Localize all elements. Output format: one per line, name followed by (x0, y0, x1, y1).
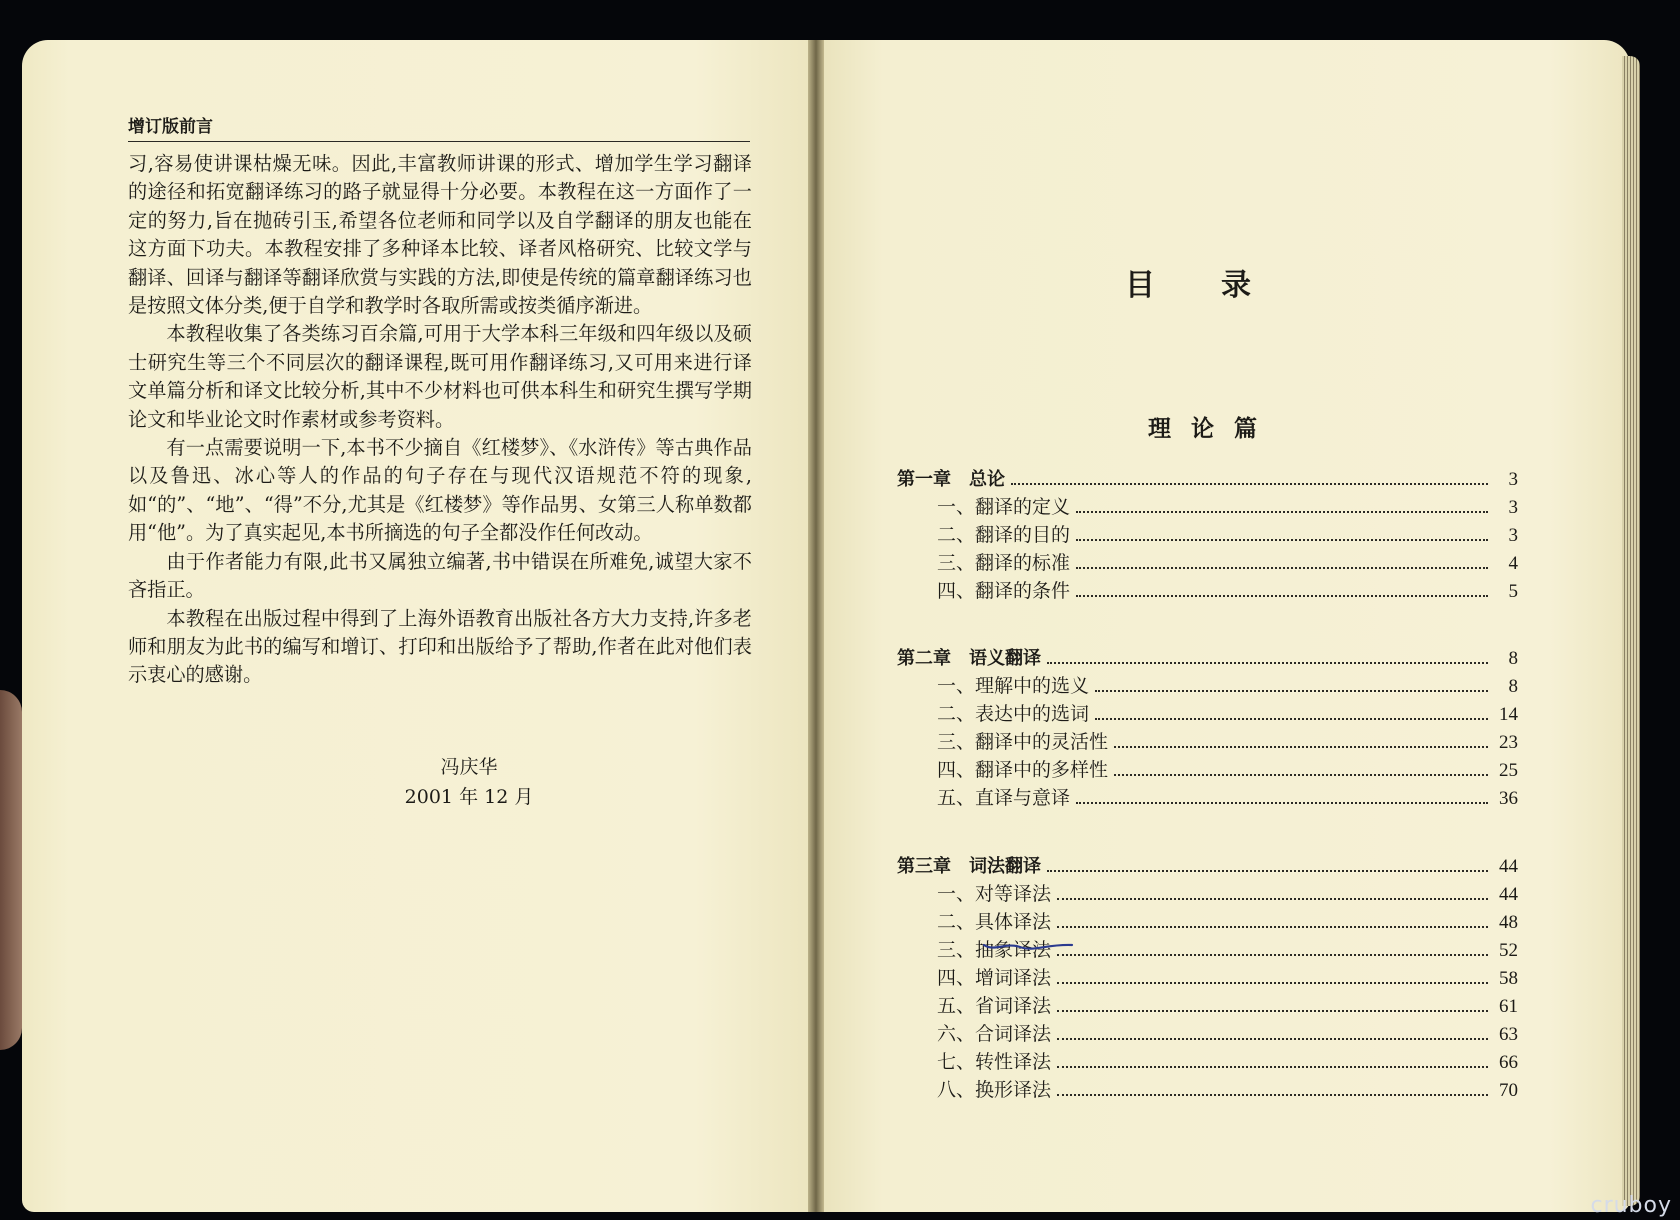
running-head: 增订版前言 (128, 112, 750, 142)
part-title: 理论篇 (1148, 416, 1277, 442)
toc-leader-dots (1011, 483, 1488, 485)
toc-entry-label: 四、翻译中的多样性 (937, 759, 1109, 781)
toc-entry-label: 三、翻译的标准 (937, 552, 1071, 574)
toc-page-number: 36 (1499, 788, 1518, 809)
toc-section-row (897, 782, 1518, 810)
toc-leader-dots (1095, 690, 1488, 692)
toc-section-row (897, 670, 1518, 698)
toc-page-number: 3 (1508, 469, 1518, 490)
toc-title: 目录 (1125, 268, 1317, 303)
page-edges (1622, 56, 1640, 1206)
toc-section-row (897, 1018, 1518, 1046)
toc-section-row (897, 990, 1518, 1018)
toc-page-number: 44 (1499, 856, 1518, 877)
toc-leader-dots (1076, 567, 1488, 569)
toc-entry-label: 四、增词译法 (937, 967, 1052, 989)
toc-leader-dots (1076, 595, 1488, 597)
toc-section-row (897, 726, 1518, 754)
toc-page-number: 23 (1499, 732, 1518, 753)
toc-section-row (897, 519, 1518, 547)
toc-leader-dots (1057, 954, 1488, 956)
toc-page-number: 52 (1499, 940, 1518, 961)
toc-page-number: 8 (1508, 676, 1518, 697)
toc-chapter-row (897, 642, 1518, 670)
toc-leader-dots (1047, 662, 1488, 664)
toc-leader-dots (1076, 511, 1488, 513)
toc-page-number: 44 (1499, 884, 1518, 905)
toc-entry-label: 八、换形译法 (937, 1079, 1052, 1101)
preface-paragraph: 本教程收集了各类练习百余篇,可用于大学本科三年级和四年级以及硕士研究生等三个不同层次的翻译课程,既可用作翻译练习,又可用来进行译文单篇分析和译文比较分析,其中不少材料也可供本科生和研究生撰写学期论文和毕业论文时作素材或参考资料。 (128, 322, 752, 431)
preface-body (128, 150, 752, 690)
toc-chapter-row (897, 463, 1518, 491)
watermark: cruboy (1590, 1193, 1672, 1218)
toc-page-number: 63 (1499, 1024, 1518, 1045)
toc-entry-label: 二、翻译的目的 (937, 524, 1071, 546)
toc-page-number: 14 (1499, 704, 1518, 725)
toc-leader-dots (1057, 982, 1488, 984)
preface-paragraph: 本教程在出版过程中得到了上海外语教育出版社各方大力支持,许多老师和朋友为此书的编写和增订、打印和出版给予了帮助,作者在此对他们表示衷心的感谢。 (128, 606, 752, 687)
preface-paragraph: 习,容易使讲课枯燥无味。因此,丰富教师讲课的形式、增加学生学习翻译的途径和拓宽翻译练习的路子就显得十分必要。本教程在这一方面作了一定的努力,旨在抛砖引玉,希望各位老师和同学以及自学翻译的朋友也能在这方面下功夫。本教程安排了多种译本比较、译者风格研究、比较文学与翻译、回译与翻译等翻译欣赏与实践的方法,即使是传统的篇章翻译练习也是按照文体分类,便于自学和教学时各取所需或按类循序渐进。 (128, 152, 752, 318)
book-gutter (808, 40, 824, 1212)
toc-entry-label: 二、具体译法 (937, 911, 1052, 933)
toc-entry-label: 六、合词译法 (937, 1023, 1052, 1045)
toc-entry-label: 第三章 词法翻译 (897, 856, 1041, 877)
toc-section-row (897, 962, 1518, 990)
toc-page-number: 58 (1499, 968, 1518, 989)
toc-entry-label: 第一章 总论 (897, 469, 1005, 490)
preface-date: 2001 年 12 月 (404, 786, 534, 808)
toc-leader-dots (1057, 898, 1488, 900)
toc-leader-dots (1057, 926, 1488, 928)
toc-entry-label: 一、对等译法 (937, 883, 1052, 905)
toc-leader-dots (1057, 1094, 1488, 1096)
toc-page-number: 70 (1499, 1080, 1518, 1101)
toc-section-row (897, 754, 1518, 782)
toc-entry-label: 二、表达中的选词 (937, 703, 1090, 725)
toc-leader-dots (1114, 746, 1488, 748)
toc-entry-label: 一、理解中的选义 (937, 675, 1090, 697)
toc-entry-label: 七、转性译法 (937, 1051, 1052, 1073)
toc-leader-dots (1076, 539, 1488, 541)
toc-page-number: 66 (1499, 1052, 1518, 1073)
toc-leader-dots (1057, 1066, 1488, 1068)
toc-section-row (897, 547, 1518, 575)
toc-page-number: 25 (1499, 760, 1518, 781)
toc-page-number: 8 (1508, 648, 1518, 669)
toc-section-row (897, 878, 1518, 906)
toc-leader-dots (1057, 1010, 1488, 1012)
thumb (0, 690, 22, 1050)
toc-section-row (897, 491, 1518, 519)
toc-section-row (897, 575, 1518, 603)
toc-page-number: 4 (1508, 553, 1518, 574)
toc-entry-label: 五、直译与意译 (937, 787, 1071, 809)
pen-underline (982, 936, 1074, 952)
toc-section-row (897, 1074, 1518, 1102)
toc-page-number: 3 (1508, 497, 1518, 518)
toc-section-row (897, 906, 1518, 934)
toc-chapter-row (897, 850, 1518, 878)
toc-page-number: 61 (1499, 996, 1518, 1017)
toc-entry-label: 第二章 语义翻译 (897, 648, 1041, 669)
toc-page-number: 48 (1499, 912, 1518, 933)
toc-entry-label: 一、翻译的定义 (937, 496, 1071, 518)
toc-entry-label: 五、省词译法 (937, 995, 1052, 1017)
toc-leader-dots (1076, 802, 1488, 804)
toc-entry-label: 三、翻译中的灵活性 (937, 731, 1109, 753)
toc-page-number: 3 (1508, 525, 1518, 546)
toc-leader-dots (1114, 774, 1488, 776)
toc-entry-label: 三、抽象译法 (937, 939, 1052, 961)
toc-page-number: 5 (1508, 581, 1518, 602)
toc-section-row (897, 1046, 1518, 1074)
toc-leader-dots (1057, 1038, 1488, 1040)
preface-paragraph: 由于作者能力有限,此书又属独立编著,书中错误在所难免,诚望大家不吝指正。 (128, 549, 752, 602)
author-name: 冯庆华 (440, 756, 498, 778)
preface-paragraph: 有一点需要说明一下,本书不少摘自《红楼梦》、《水浒传》等古典作品以及鲁迅、冰心等人的作品的句子存在与现代汉语规范不符的现象,如“的”、“地”、“得”不分,尤其是《红楼梦》等作品男、女第三人称单数都用“他”。为了真实起见,本书所摘选的句子全都没作任何改动。 (128, 436, 752, 545)
toc-leader-dots (1047, 870, 1488, 872)
toc-entry-label: 四、翻译的条件 (937, 580, 1071, 602)
toc-leader-dots (1095, 718, 1488, 720)
toc-section-row (897, 698, 1518, 726)
